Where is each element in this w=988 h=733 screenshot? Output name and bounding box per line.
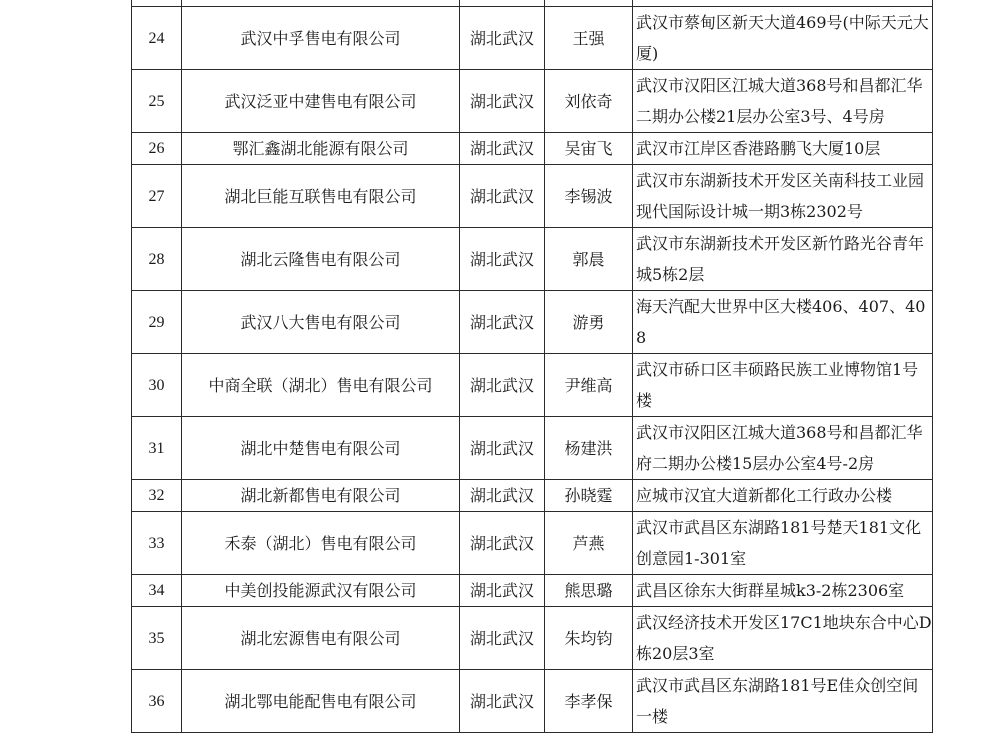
- row-number: 29: [148, 313, 165, 331]
- table-row: [132, 417, 933, 480]
- company-name: 湖北巨能互联售电有限公司: [224, 186, 417, 206]
- company-name-cell: [182, 670, 460, 733]
- row-number-cell: [132, 70, 182, 133]
- row-number-cell: [132, 607, 182, 670]
- region: 湖北武汉: [469, 28, 534, 48]
- region-cell: [460, 70, 545, 133]
- region: 湖北武汉: [469, 581, 534, 600]
- address: 武汉市东湖新技术开发区关南科技工业园现代国际设计城一期3栋2302号: [636, 171, 925, 221]
- contact-person: 熊思璐: [564, 581, 613, 600]
- region-cell: [460, 7, 545, 70]
- region: 湖北武汉: [469, 691, 534, 711]
- region: 湖北武汉: [469, 186, 534, 206]
- company-name-cell: [182, 291, 460, 354]
- address: 武汉市汉阳区江城大道368号和昌都汇华府二期办公楼15层办公室4号-2房: [636, 423, 923, 473]
- region: 湖北武汉: [469, 628, 534, 648]
- contact-person: 孙晓霆: [564, 486, 613, 505]
- contact-person-cell: [545, 70, 633, 133]
- address: 武汉市武昌区东湖路181号楚天181文化创意园1-301室: [636, 518, 922, 568]
- row-number-cell: [132, 417, 182, 480]
- address-cell: [633, 228, 933, 291]
- row-number-cell: [132, 480, 182, 512]
- address-cell: [633, 512, 933, 575]
- contact-person: 朱均钧: [564, 628, 613, 648]
- company-name: 中美创投能源武汉有限公司: [224, 581, 417, 600]
- region-cell: [460, 512, 545, 575]
- table-row: [132, 354, 933, 417]
- company-name-cell: [182, 512, 460, 575]
- region: 湖北武汉: [469, 91, 534, 111]
- contact-person: 王强: [572, 28, 605, 48]
- address-cell: [633, 480, 933, 512]
- address: 武汉市江岸区香港路鹏飞大厦10层: [636, 139, 881, 158]
- contact-person: 杨建洪: [564, 438, 613, 458]
- address-cell: [633, 165, 933, 228]
- contact-person-cell: [545, 165, 633, 228]
- row-number: 24: [148, 29, 165, 47]
- address-cell: [633, 291, 933, 354]
- address-cell: [633, 607, 933, 670]
- contact-person: 李锡波: [564, 186, 613, 206]
- row-number-cell: [132, 354, 182, 417]
- region-cell: [460, 354, 545, 417]
- table-row: [132, 291, 933, 354]
- address: 武汉经济技术开发区17C1地块东合中心D栋20层3室: [636, 613, 932, 663]
- company-name-cell: [182, 133, 460, 165]
- row-number: 26: [148, 140, 165, 157]
- row-number: 31: [148, 439, 165, 457]
- company-name: 武汉中孚售电有限公司: [240, 28, 401, 48]
- company-name: 湖北云隆售电有限公司: [240, 249, 401, 269]
- row-number-cell: [132, 670, 182, 733]
- contact-person-cell: [545, 228, 633, 291]
- company-name: 武汉八大售电有限公司: [240, 312, 401, 332]
- company-name-cell: [182, 575, 460, 607]
- table-row: [132, 7, 933, 70]
- contact-person-cell: [545, 133, 633, 165]
- row-number: 35: [148, 629, 165, 647]
- company-name: 禾泰（湖北）售电有限公司: [224, 533, 417, 553]
- company-name: 湖北宏源售电有限公司: [240, 628, 401, 648]
- region-cell: [460, 291, 545, 354]
- address-cell: [633, 575, 933, 607]
- contact-person: 游勇: [572, 312, 605, 332]
- contact-person-cell: [545, 354, 633, 417]
- region-cell: [460, 165, 545, 228]
- table-row: [132, 607, 933, 670]
- table-row: [132, 228, 933, 291]
- company-name-cell: [182, 7, 460, 70]
- row-number: 27: [148, 187, 165, 205]
- row-number: 33: [148, 534, 165, 552]
- row-number: 30: [148, 376, 165, 394]
- company-table: [131, 0, 933, 733]
- row-number-cell: [132, 165, 182, 228]
- company-name-cell: [182, 417, 460, 480]
- address-cell: [633, 70, 933, 133]
- contact-person: 吴宙飞: [564, 139, 613, 158]
- contact-person: 芦燕: [572, 533, 605, 553]
- row-number: 36: [148, 692, 165, 710]
- table-row: [132, 480, 933, 512]
- company-name: 湖北新都售电有限公司: [240, 486, 401, 505]
- region: 湖北武汉: [469, 139, 534, 158]
- contact-person-cell: [545, 417, 633, 480]
- contact-person-cell: [545, 291, 633, 354]
- address: 武汉市硚口区丰硕路民族工业博物馆1号楼: [636, 360, 919, 410]
- address-cell: [633, 670, 933, 733]
- contact-person: 刘依奇: [564, 91, 613, 111]
- contact-person: 郭晨: [572, 249, 605, 269]
- table-row: [132, 165, 933, 228]
- region-cell: [460, 417, 545, 480]
- address: 应城市汉宜大道新都化工行政办公楼: [636, 486, 893, 505]
- table-row: [132, 133, 933, 165]
- company-name-cell: [182, 480, 460, 512]
- region: 湖北武汉: [469, 438, 534, 458]
- region-cell: [460, 607, 545, 670]
- company-table-body: [132, 0, 933, 733]
- row-number: 28: [148, 250, 165, 268]
- region-cell: [460, 133, 545, 165]
- region: 湖北武汉: [469, 249, 534, 269]
- row-number-cell: [132, 575, 182, 607]
- address-cell: [633, 133, 933, 165]
- company-name: 湖北中楚售电有限公司: [240, 438, 401, 458]
- region-cell: [460, 228, 545, 291]
- contact-person: 尹维高: [564, 375, 613, 395]
- company-name-cell: [182, 228, 460, 291]
- company-name: 鄂汇鑫湖北能源有限公司: [232, 139, 409, 158]
- company-name: 中商全联（湖北）售电有限公司: [208, 375, 433, 395]
- company-name-cell: [182, 354, 460, 417]
- contact-person: 李孝保: [564, 691, 613, 711]
- contact-person-cell: [545, 575, 633, 607]
- region: 湖北武汉: [469, 486, 534, 505]
- contact-person-cell: [545, 480, 633, 512]
- table-row: [132, 670, 933, 733]
- region-cell: [460, 670, 545, 733]
- row-number-cell: [132, 228, 182, 291]
- row-number: 25: [148, 92, 165, 110]
- table-row: [132, 575, 933, 607]
- row-number-cell: [132, 512, 182, 575]
- address: 海天汽配大世界中区大楼406、407、408: [636, 297, 926, 347]
- row-number-cell: [132, 7, 182, 70]
- region: 湖北武汉: [469, 375, 534, 395]
- address: 武汉市汉阳区江城大道368号和昌都汇华二期办公楼21层办公室3号、4号房: [636, 76, 923, 126]
- table-row: [132, 70, 933, 133]
- region-cell: [460, 480, 545, 512]
- region: 湖北武汉: [469, 533, 534, 553]
- contact-person-cell: [545, 7, 633, 70]
- company-name: 湖北鄂电能配售电有限公司: [224, 691, 417, 711]
- contact-person-cell: [545, 670, 633, 733]
- company-name-cell: [182, 607, 460, 670]
- row-number-cell: [132, 291, 182, 354]
- address-cell: [633, 7, 933, 70]
- contact-person-cell: [545, 607, 633, 670]
- row-number: 32: [148, 487, 165, 504]
- company-name: 武汉泛亚中建售电有限公司: [224, 91, 417, 111]
- company-name-cell: [182, 70, 460, 133]
- address: 武汉市武昌区东湖路181号E佳众创空间一楼: [636, 676, 919, 726]
- region: 湖北武汉: [469, 312, 534, 332]
- region-cell: [460, 575, 545, 607]
- table-row: [132, 512, 933, 575]
- address: 武昌区徐东大街群星城k3-2栋2306室: [636, 581, 905, 600]
- address-cell: [633, 354, 933, 417]
- contact-person-cell: [545, 512, 633, 575]
- company-name-cell: [182, 165, 460, 228]
- address-cell: [633, 417, 933, 480]
- row-number-cell: [132, 133, 182, 165]
- row-number: 34: [148, 582, 165, 599]
- address: 武汉市蔡甸区新天大道469号(中际天元大厦): [636, 13, 929, 63]
- address: 武汉市东湖新技术开发区新竹路光谷青年城5栋2层: [636, 234, 925, 284]
